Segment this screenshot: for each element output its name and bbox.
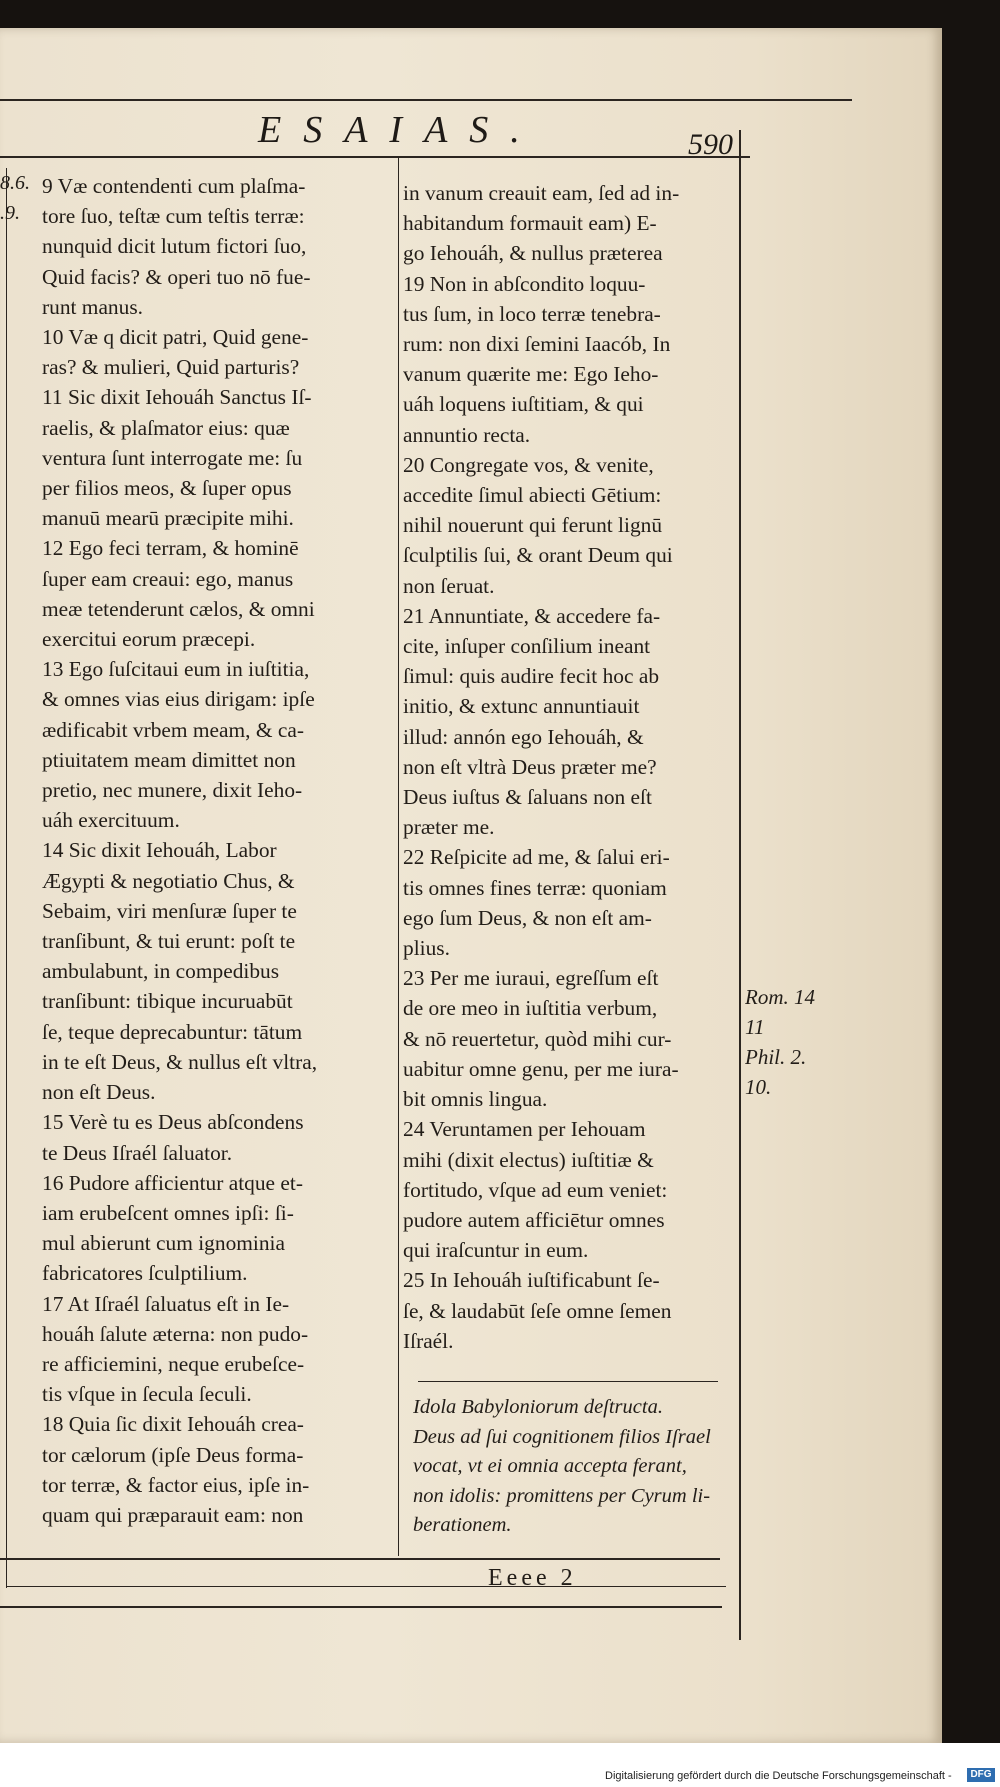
text-line: tor terræ, & factor eius, ipſe in- — [42, 1472, 310, 1497]
text-line: 25 In Iehouáh iuſtificabunt ſe- — [403, 1268, 660, 1293]
margin-ref: 11 — [745, 1015, 765, 1039]
text-line: 15 Verè tu es Deus abſcondens — [42, 1110, 304, 1135]
text-line: ædificabit vrbem meam, & ca- — [42, 717, 304, 742]
left-frame-rule — [6, 168, 7, 1588]
text-line: 10 Væ q dicit patri, Quid gene- — [42, 325, 309, 350]
text-line: manuū mearū præcipite mihi. — [42, 506, 294, 531]
text-line: runt manus. — [42, 294, 143, 319]
text-line: re afficiemini, neque erubeſce- — [42, 1351, 305, 1376]
text-line: & nō reuertetur, quòd mihi cur- — [403, 1026, 672, 1051]
left-margin-references — [0, 168, 30, 228]
text-line: plius. — [403, 936, 450, 961]
column-divider — [398, 158, 399, 1556]
summary-line: Deus ad ſui cognitionem filios Iſrael — [413, 1425, 711, 1448]
text-line: fabricatores ſculptilium. — [42, 1261, 248, 1286]
text-line: tus ſum, in loco terræ tenebra- — [403, 301, 661, 326]
margin-ref: Phil. 2. — [745, 1045, 807, 1069]
text-line: initio, & extunc annuntiauit — [403, 694, 640, 719]
text-line: pretio, nec munere, dixit Ieho- — [42, 778, 303, 803]
text-line: ſe, teque deprecabuntur: tātum — [42, 1019, 303, 1044]
text-line: qui iraſcuntur in eum. — [403, 1238, 589, 1263]
text-line: tranſibunt, & tui erunt: poſt te — [42, 929, 296, 954]
text-line: ſculptilis ſui, & orant Deum qui — [403, 543, 673, 568]
text-line: habitandum formauit eam) E- — [403, 211, 657, 236]
text-line: ventura ſunt interrogate me: ſu — [42, 445, 303, 470]
text-line: uáh exercituum. — [42, 808, 180, 833]
margin-ref: 8.6. — [0, 172, 30, 194]
text-line: 12 Ego feci terram, & hominē — [42, 536, 299, 561]
margin-ref: 10. — [745, 1075, 772, 1099]
text-line: 18 Quia ſic dixit Iehouáh crea- — [42, 1412, 304, 1437]
chapter-summary — [413, 1393, 731, 1541]
text-line: uáh loquens iuſtitiam, & qui — [403, 392, 644, 417]
text-line: rum: non dixi ſemini Iaacób, In — [403, 332, 671, 357]
text-line: Quid facis? & operi tuo nō fue- — [42, 264, 311, 289]
text-line: tore ſuo, teſtæ cum teſtis terræ: — [42, 204, 305, 229]
text-line: Ægypti & negotiatio Chus, & — [42, 868, 295, 893]
text-line: 14 Sic dixit Iehouáh, Labor — [42, 838, 277, 863]
text-line: vanum quærite me: Ego Ieho- — [403, 362, 659, 387]
summary-top-rule — [418, 1381, 718, 1382]
text-line: mihi (dixit electus) iuſtitiæ & — [403, 1147, 654, 1172]
page-number: 590 — [688, 128, 733, 161]
dfg-logo: DFG — [967, 1768, 995, 1782]
text-line: ſuper eam creaui: ego, manus — [42, 566, 294, 591]
footer-rule — [0, 1606, 722, 1608]
text-line: iam erubeſcent omnes ipſi: ſi- — [42, 1200, 294, 1225]
summary-line: berationem. — [413, 1514, 512, 1537]
margin-ref: .9. — [0, 202, 20, 224]
text-line: Sebaim, viri menſuræ ſuper te — [42, 898, 297, 923]
text-line: præter me. — [403, 815, 495, 840]
summary-line: vocat, vt ei omnia accepta ferant, — [413, 1455, 687, 1478]
text-line: nunquid dicit lutum fictori ſuo, — [42, 234, 307, 259]
text-line: uabitur omne genu, per me iura- — [403, 1056, 679, 1081]
text-line: 11 Sic dixit Iehouáh Sanctus Iſ- — [42, 385, 312, 410]
text-line: tranſibunt: tibique incuruabūt — [42, 989, 293, 1014]
text-line: ambulabunt, in compedibus — [42, 959, 280, 984]
text-line: te Deus Iſraél ſaluator. — [42, 1140, 233, 1165]
text-line: mul abierunt cum ignominia — [42, 1231, 285, 1256]
text-line: de ore meo in iuſtitia verbum, — [403, 996, 658, 1021]
text-line: nihil nouerunt qui ferunt lignū — [403, 513, 663, 538]
text-line: Deus iuſtus & ſaluans non eſt — [403, 785, 652, 810]
text-line: 9 Væ contendenti cum plaſma- — [42, 174, 306, 198]
text-line: in vanum creauit eam, ſed ad in- — [403, 181, 680, 205]
bottom-rule — [0, 1558, 720, 1560]
left-text-column — [42, 171, 394, 1530]
text-line: quam qui præparauit eam: non — [42, 1502, 304, 1527]
text-line: Iſraél. — [403, 1328, 454, 1353]
text-line: fortitudo, vſque ad eum veniet: — [403, 1177, 668, 1202]
text-line: 22 Reſpicite ad me, & ſalui eri- — [403, 845, 670, 870]
right-margin-references — [745, 982, 815, 1102]
summary-line: non idolis: promittens per Cyrum li- — [413, 1484, 711, 1507]
text-line: meæ tetenderunt cælos, & omni — [42, 596, 315, 621]
margin-divider — [739, 130, 741, 1640]
text-line: & omnes vias eius dirigam: ipſe — [42, 687, 315, 712]
text-line: accedite ſimul abiecti Gētium: — [403, 483, 662, 508]
signature-mark: Eeee 2 — [488, 1565, 577, 1591]
frame-bottom-rule — [6, 1586, 726, 1587]
text-line: 19 Non in abſcondito loquu- — [403, 271, 646, 296]
text-line: non ſeruat. — [403, 573, 495, 598]
text-line: ptiuitatem meam dimittet non — [42, 747, 296, 772]
text-line: in te eſt Deus, & nullus eſt vltra, — [42, 1049, 318, 1074]
header-rule — [0, 99, 852, 101]
text-line: ſimul: quis audire fecit hoc ab — [403, 664, 660, 689]
text-line: 21 Annuntiate, & accedere fa- — [403, 603, 661, 628]
text-line: tis vſque in ſecula ſeculi. — [42, 1382, 252, 1407]
text-line: per filios meos, & ſuper opus — [42, 476, 292, 501]
text-line: tor cælorum (ipſe Deus forma- — [42, 1442, 304, 1467]
text-line: pudore autem afficiētur omnes — [403, 1207, 665, 1232]
text-line: ego ſum Deus, & non eſt am- — [403, 905, 652, 930]
right-text-column — [403, 178, 736, 1356]
text-line: 16 Pudore afficientur atque et- — [42, 1170, 303, 1195]
text-line: ſe, & laudabūt ſeſe omne ſemen — [403, 1298, 672, 1323]
text-line: non eſt Deus. — [42, 1080, 156, 1105]
text-line: 13 Ego ſuſcitaui eum in iuſtitia, — [42, 657, 310, 682]
text-line: 24 Veruntamen per Iehouam — [403, 1117, 646, 1142]
digitization-credit: Digitalisierung gefördert durch die Deutsche Forschungsgemeinschaft - — [605, 1770, 952, 1782]
text-line: raelis, & plaſmator eius: quæ — [42, 415, 290, 440]
text-line: annuntio recta. — [403, 422, 531, 447]
text-line: go Iehouáh, & nullus præterea — [403, 241, 663, 266]
text-line: non eſt vltrà Deus præter me? — [403, 754, 657, 779]
text-line: houáh ſalute æterna: non pudo- — [42, 1321, 309, 1346]
text-line: 17 At Iſraél ſaluatus eſt in Ie- — [42, 1291, 290, 1316]
margin-ref: Rom. 14 — [745, 985, 815, 1009]
text-line: illud: annón ego Iehouáh, & — [403, 724, 644, 749]
text-line: ras? & mulieri, Quid parturis? — [42, 355, 300, 380]
text-line: bit omnis lingua. — [403, 1087, 548, 1112]
text-line: cite, inſuper conſilium ineant — [403, 634, 651, 659]
text-line: 20 Congregate vos, & venite, — [403, 452, 654, 477]
text-line: 23 Per me iuraui, egreſſum eſt — [403, 966, 659, 991]
text-line: tis omnes fines terræ: quoniam — [403, 875, 667, 900]
text-line: exercitui eorum præcepi. — [42, 627, 256, 652]
summary-line: Idola Babyloniorum deſtructa. — [413, 1396, 663, 1418]
running-title: ESAIAS. — [258, 109, 542, 151]
title-underline — [0, 156, 750, 158]
